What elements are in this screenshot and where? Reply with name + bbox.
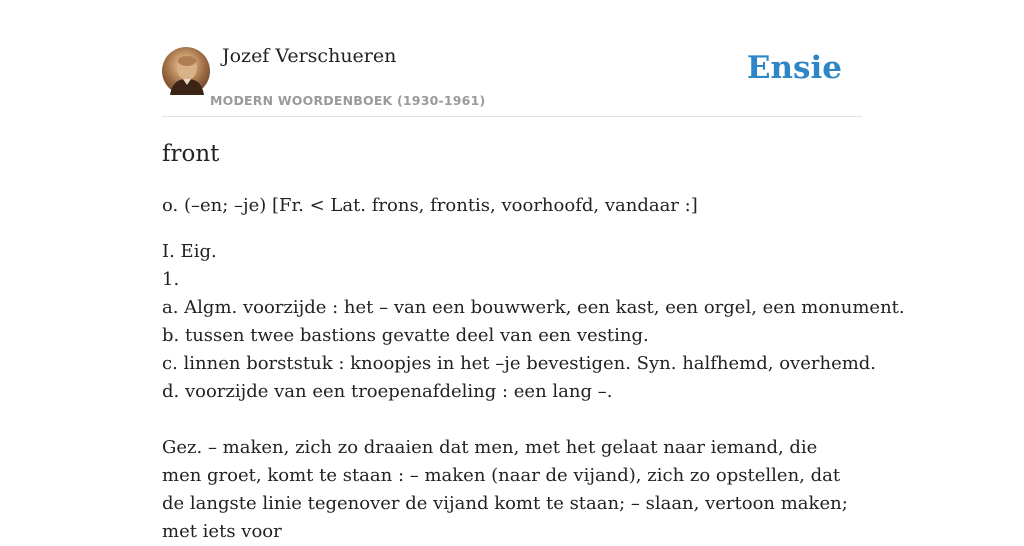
definition-line: I. Eig.: [162, 241, 217, 262]
author-name[interactable]: Jozef Verschueren: [222, 45, 397, 67]
ensie-logo[interactable]: Ensie: [746, 50, 842, 86]
definition-line: 1.: [162, 269, 180, 290]
expressions-paragraph: Gez. – maken, zich zo draaien dat men, met het gelaat naar iemand, die men groet, komt te staan : – maken (naar de vijand), zich zo opstellen, dat de langste linie tegenover de vijand komt te staan; – slaan, vertoon maken; met iets voor: [162, 437, 848, 542]
entry-word: front: [162, 141, 220, 167]
definition-line: b. tussen twee bastions gevatte deel van een vesting.: [162, 325, 649, 346]
header: [162, 0, 862, 117]
definition-line: c. linnen borststuk : knoopjes in het –je bevestigen. Syn. halfhemd, overhemd.: [162, 353, 877, 374]
spacer: [162, 406, 882, 434]
etymology: o. (–en; –je) [Fr. < Lat. frons, frontis, voorhoofd, vandaar :]: [162, 195, 698, 216]
definition-line: d. voorzijde van een troepenafdeling : een lang –.: [162, 381, 613, 402]
definition-line: a. Algm. voorzijde : het – van een bouwwerk, een kast, een orgel, een monument.: [162, 297, 905, 318]
author-avatar[interactable]: [162, 47, 210, 95]
entry-content: [162, 138, 905, 546]
source-label[interactable]: MODERN WOORDENBOEK (1930-1961): [210, 93, 486, 108]
